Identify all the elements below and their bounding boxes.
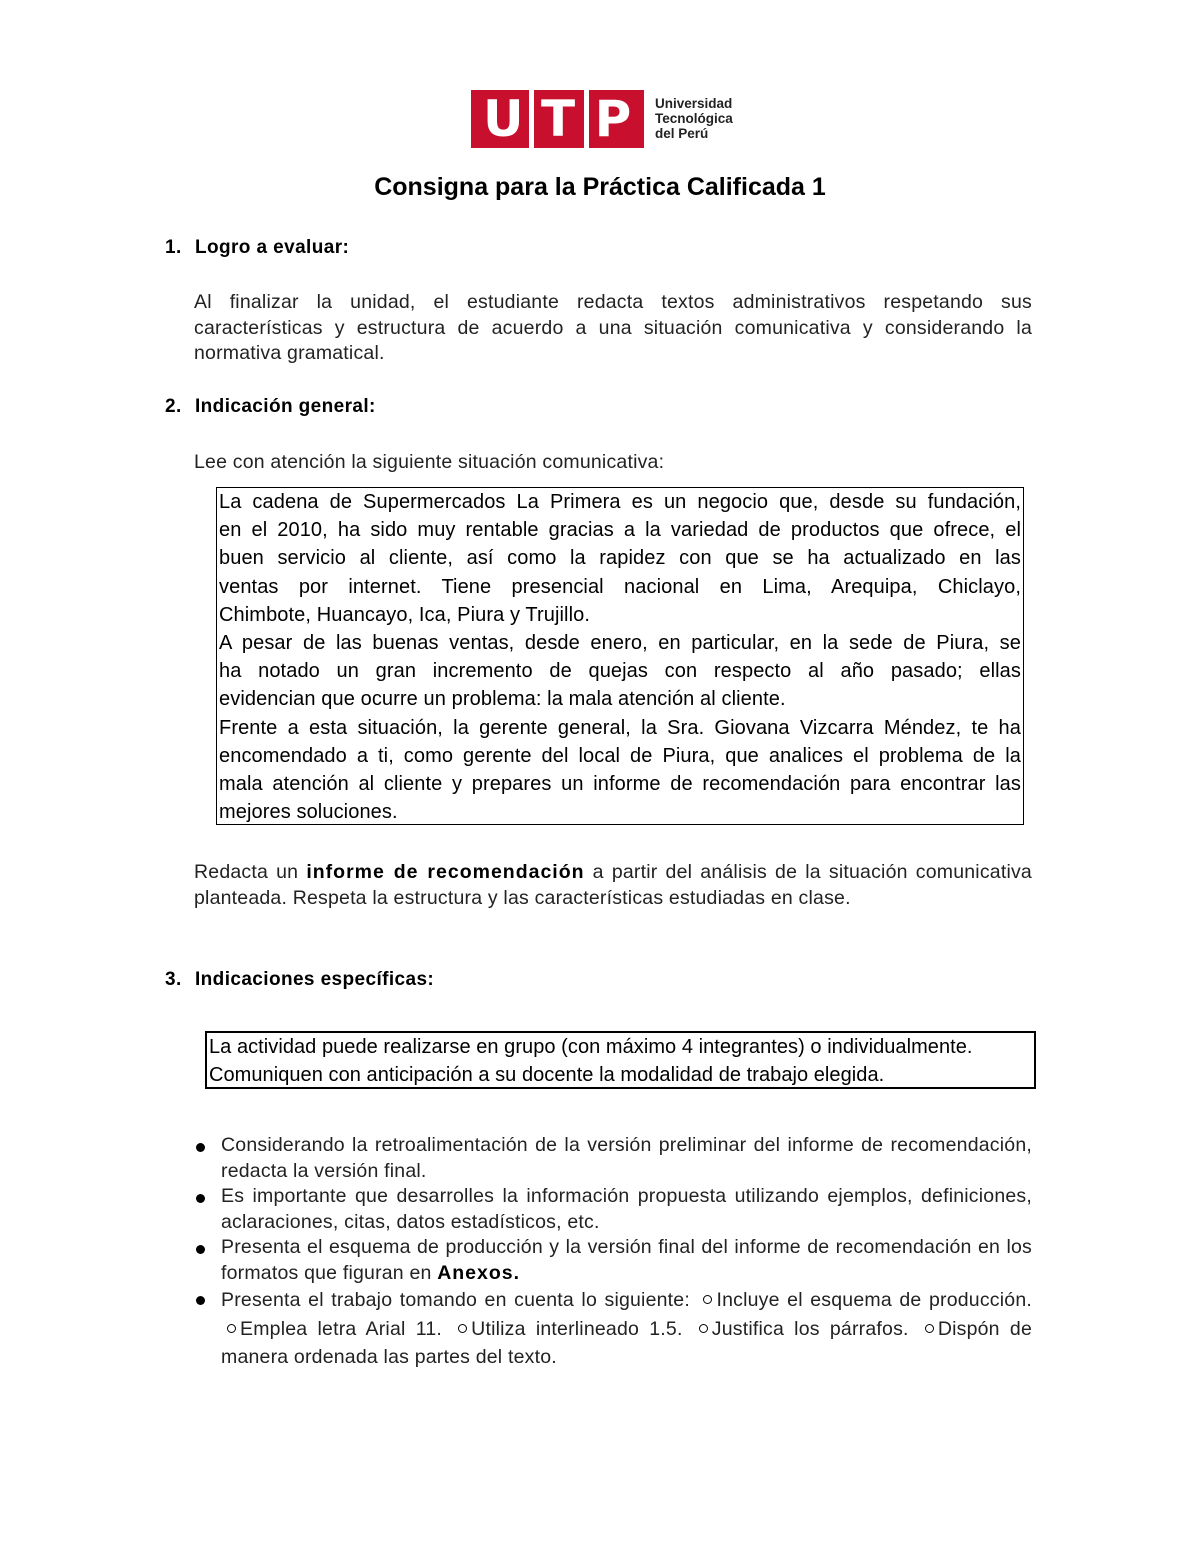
bullet-icon bbox=[196, 1194, 205, 1203]
list-item bbox=[194, 1286, 1032, 1372]
text-line: Frente a esta situación, la gerente general, la Sra. Giovana Vizcarra Méndez, te ha bbox=[219, 716, 1021, 739]
sub-item-text: Emplea letra Arial 11. bbox=[240, 1317, 442, 1340]
list-item bbox=[194, 1184, 1032, 1235]
section-number: 3. bbox=[165, 969, 182, 990]
text-line: mejores soluciones. bbox=[219, 801, 398, 824]
circle-bullet-icon bbox=[458, 1324, 467, 1333]
logo-line: Tecnológica bbox=[655, 111, 733, 126]
sub-item-text: Dispón de manera ordenada las partes del texto. bbox=[221, 1317, 1032, 1368]
logo-separator bbox=[529, 90, 534, 148]
logo-line: Universidad bbox=[655, 96, 733, 111]
section-1-body: Al finalizar la unidad, el estudiante redacta textos administrativos respetando sus características y estructura de acuerdo a una situación comunicativa y considerando la normativa gramatical. bbox=[194, 291, 1032, 364]
situation-paragraph-2 bbox=[217, 629, 1023, 714]
section-heading-text: Indicación general: bbox=[195, 396, 376, 417]
task-text-post: a partir del análisis de la situación comunicativa planteada. Respeta la estructura y las características estudiadas en clase. bbox=[194, 861, 1032, 909]
sub-item bbox=[221, 1318, 442, 1340]
list-item-bold: Anexos. bbox=[437, 1261, 521, 1284]
sub-item bbox=[452, 1318, 682, 1340]
text-line: mala atención al cliente y prepares un informe de recomendación para encontrar las bbox=[219, 773, 1021, 796]
section-number: 1. bbox=[165, 237, 182, 258]
list-item bbox=[194, 1235, 1032, 1286]
list-item-text: Considerando la retroalimentación de la versión preliminar del informe de recomendación, redacta la versión final. bbox=[221, 1134, 1032, 1182]
section-heading-text: Indicaciones específicas: bbox=[195, 969, 435, 990]
text-line: en el 2010, ha sido muy rentable gracias a la variedad de productos que ofrece, el bbox=[219, 519, 1021, 542]
text-line: encomendado a ti, como gerente del local de Piura, que analices el problema de la bbox=[219, 744, 1021, 767]
logo-letter-t: T bbox=[540, 90, 576, 148]
logo-text bbox=[655, 96, 733, 141]
logo-line: del Perú bbox=[655, 126, 709, 141]
page-title: Consigna para la Práctica Calificada 1 bbox=[374, 173, 826, 201]
task-text-pre: Redacta un bbox=[194, 861, 299, 883]
logo-letter-u: U bbox=[483, 90, 524, 148]
bullet-icon bbox=[196, 1296, 205, 1305]
circle-bullet-icon bbox=[703, 1295, 712, 1304]
logo-letter-p: P bbox=[594, 90, 632, 148]
text-line: ha notado un gran incremento de quejas con respecto al año pasado; ellas bbox=[219, 660, 1021, 683]
sub-item-text: Utiliza interlineado 1.5. bbox=[471, 1317, 683, 1340]
task-instruction bbox=[194, 860, 1032, 911]
text-line: ventas por internet. Tiene presencial nacional en Lima, Arequipa, Chiclayo, bbox=[219, 575, 1021, 598]
list-item-text: Es importante que desarrolles la información propuesta utilizando ejemplos, definiciones, aclaraciones, citas, datos estadísticos, etc. bbox=[221, 1185, 1032, 1233]
text-line: La cadena de Supermercados La Primera es un negocio que, desde su fundación, bbox=[219, 491, 1021, 513]
utp-logo bbox=[471, 90, 741, 148]
list-item-text: Presenta el esquema de producción y la versión final del informe de recomendación en los formatos que figuran en bbox=[221, 1236, 1032, 1284]
bullet-icon bbox=[196, 1245, 205, 1254]
section-heading-text: Logro a evaluar: bbox=[195, 237, 350, 258]
circle-bullet-icon bbox=[699, 1324, 708, 1333]
logo-red-box bbox=[471, 90, 644, 148]
sub-item-text: Incluye el esquema de producción. bbox=[716, 1289, 1032, 1311]
text-line: A pesar de las buenas ventas, desde enero, en particular, en la sede de Piura, se bbox=[219, 632, 1021, 655]
situation-paragraph-1 bbox=[217, 488, 1023, 629]
modality-box bbox=[205, 1031, 1036, 1089]
text-line: Chimbote, Huancayo, Ica, Piura y Trujillo. bbox=[219, 603, 591, 626]
circle-bullet-icon bbox=[925, 1324, 934, 1333]
sub-item-text: Justifica los párrafos. bbox=[711, 1317, 909, 1340]
text-line: buen servicio al cliente, así como la rapidez con que se ha actualizado en las bbox=[219, 547, 1021, 570]
section-number: 2. bbox=[165, 396, 182, 417]
situation-paragraph-3 bbox=[217, 714, 1023, 827]
logo-separator bbox=[584, 90, 589, 148]
section-heading-3 bbox=[165, 968, 434, 992]
section-heading-1 bbox=[165, 236, 349, 260]
specific-instructions-list bbox=[194, 1133, 1032, 1372]
text-line: evidencian que ocurre un problema: la mala atención al cliente. bbox=[219, 688, 786, 711]
task-text-bold: informe de recomendación bbox=[306, 861, 585, 883]
circle-bullet-icon bbox=[227, 1324, 236, 1333]
bullet-icon bbox=[196, 1143, 205, 1152]
sub-item bbox=[697, 1289, 1032, 1311]
text-line: La actividad puede realizarse en grupo (con máximo 4 integrantes) o individualmente. bbox=[209, 1036, 973, 1058]
list-item-text: Presenta el trabajo tomando en cuenta lo siguiente: bbox=[221, 1289, 690, 1311]
text-line: Comuniquen con anticipación a su docente la modalidad de trabajo elegida. bbox=[209, 1064, 885, 1086]
section-heading-2 bbox=[165, 395, 376, 419]
situation-box bbox=[216, 487, 1024, 825]
section-2-intro: Lee con atención la siguiente situación comunicativa: bbox=[194, 451, 665, 473]
sub-item bbox=[693, 1318, 909, 1340]
list-item bbox=[194, 1133, 1032, 1184]
